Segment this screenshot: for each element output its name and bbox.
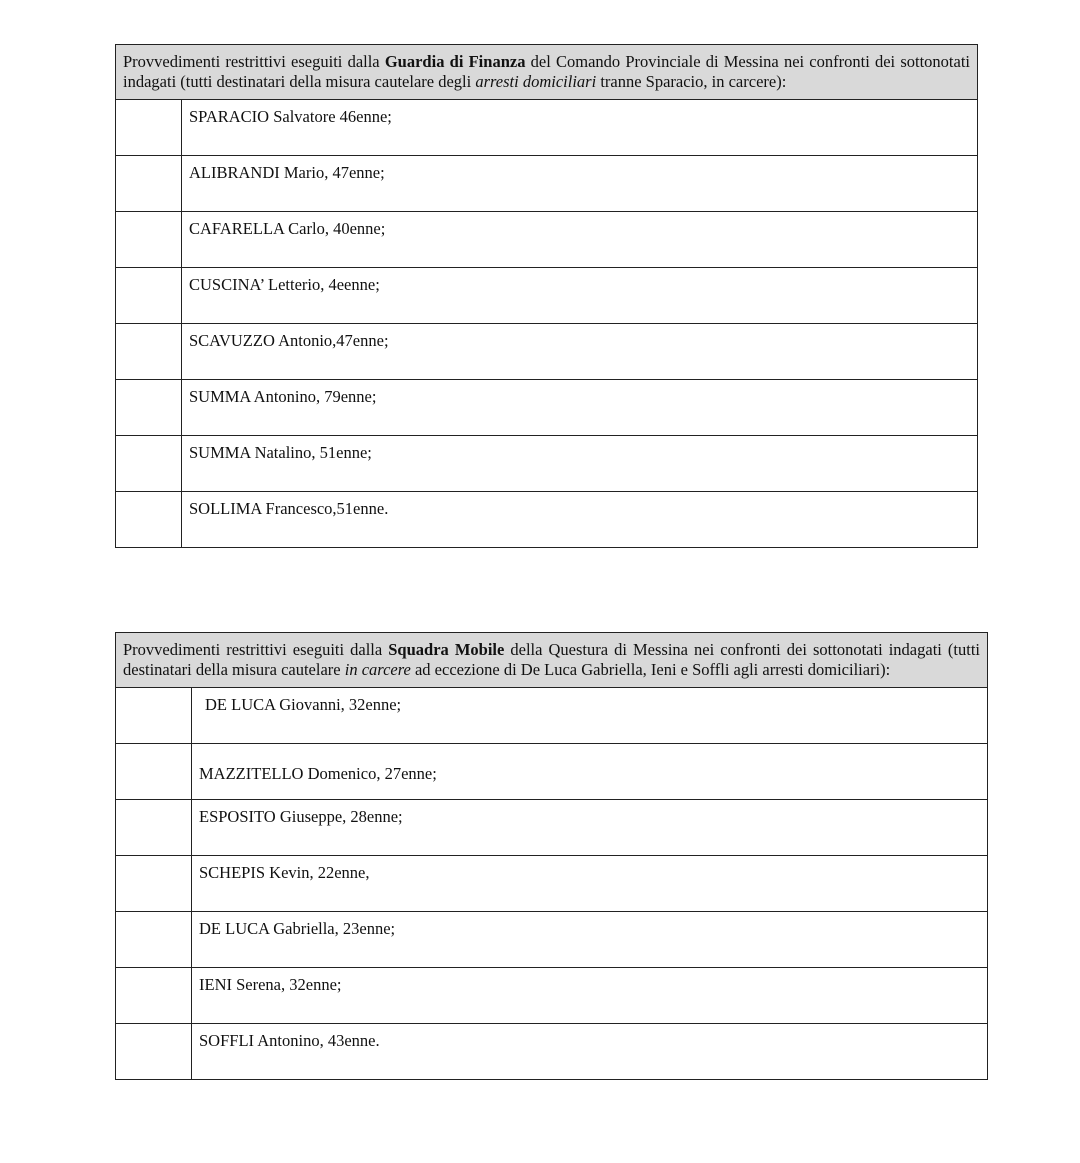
header-text: ad eccezione di De Luca Gabriella, Ieni e Soffli agli arresti domiciliari):: [410, 660, 891, 679]
table-row: [116, 800, 988, 856]
table-row: [116, 156, 978, 212]
table-row: [116, 492, 978, 548]
table-header: [116, 45, 978, 100]
name-cell: CAFARELLA Carlo, 40enne;: [182, 212, 978, 268]
number-cell: [116, 1024, 192, 1080]
name-cell: SUMMA Antonino, 79enne;: [182, 380, 978, 436]
number-cell: [116, 268, 182, 324]
name-cell: SUMMA Natalino, 51enne;: [182, 436, 978, 492]
header-text: della Questura di Messina nei confronti dei sottonotati indagati (tutti destinatari della misura cautelare: [123, 640, 980, 679]
header-text: tranne Sparacio, in carcere):: [596, 72, 787, 91]
table-header-row: [116, 45, 978, 100]
table-row: [116, 1024, 988, 1080]
number-cell: [116, 688, 192, 744]
name-cell: DE LUCA Giovanni, 32enne;: [192, 688, 988, 744]
table-header: [116, 633, 988, 688]
squadra-mobile-table: [115, 632, 988, 1080]
number-cell: [116, 912, 192, 968]
table-row: [116, 744, 988, 800]
table-row: [116, 856, 988, 912]
header-italic-text: arresti domiciliari: [475, 72, 597, 91]
header-italic-text: in carcere: [344, 660, 411, 679]
number-cell: [116, 968, 192, 1024]
table-row: [116, 380, 978, 436]
name-cell: MAZZITELLO Domenico, 27enne;: [192, 744, 988, 800]
table-row: [116, 912, 988, 968]
guardia-di-finanza-table: [115, 44, 978, 548]
number-cell: [116, 492, 182, 548]
table-row: [116, 100, 978, 156]
number-cell: [116, 800, 192, 856]
number-cell: [116, 436, 182, 492]
number-cell: [116, 856, 192, 912]
name-cell: SCAVUZZO Antonio,47enne;: [182, 324, 978, 380]
header-text: Provvedimenti restrittivi eseguiti dalla: [123, 640, 389, 659]
number-cell: [116, 324, 182, 380]
name-cell: ESPOSITO Giuseppe, 28enne;: [192, 800, 988, 856]
table-row: [116, 268, 978, 324]
name-cell: ALIBRANDI Mario, 47enne;: [182, 156, 978, 212]
table-header-row: [116, 633, 988, 688]
header-text: del Comando Provinciale di Messina nei confronti dei sottonotati indagati (tutti destinatari della misura cautelare degli: [123, 52, 971, 91]
name-cell: CUSCINA’ Letterio, 4eenne;: [182, 268, 978, 324]
header-bold-text: Guardia di Finanza: [384, 52, 526, 71]
name-cell: SCHEPIS Kevin, 22enne,: [192, 856, 988, 912]
name-cell: DE LUCA Gabriella, 23enne;: [192, 912, 988, 968]
table-row: [116, 688, 988, 744]
name-cell: SOFFLI Antonino, 43enne.: [192, 1024, 988, 1080]
number-cell: [116, 212, 182, 268]
table-row: [116, 968, 988, 1024]
name-cell: IENI Serena, 32enne;: [192, 968, 988, 1024]
number-cell: [116, 380, 182, 436]
name-cell: SOLLIMA Francesco,51enne.: [182, 492, 978, 548]
number-cell: [116, 156, 182, 212]
table-row: [116, 324, 978, 380]
name-cell: SPARACIO Salvatore 46enne;: [182, 100, 978, 156]
table-row: [116, 212, 978, 268]
table-row: [116, 436, 978, 492]
number-cell: [116, 744, 192, 800]
header-text: Provvedimenti restrittivi eseguiti dalla: [123, 52, 385, 71]
number-cell: [116, 100, 182, 156]
header-bold-text: Squadra Mobile: [388, 640, 505, 659]
